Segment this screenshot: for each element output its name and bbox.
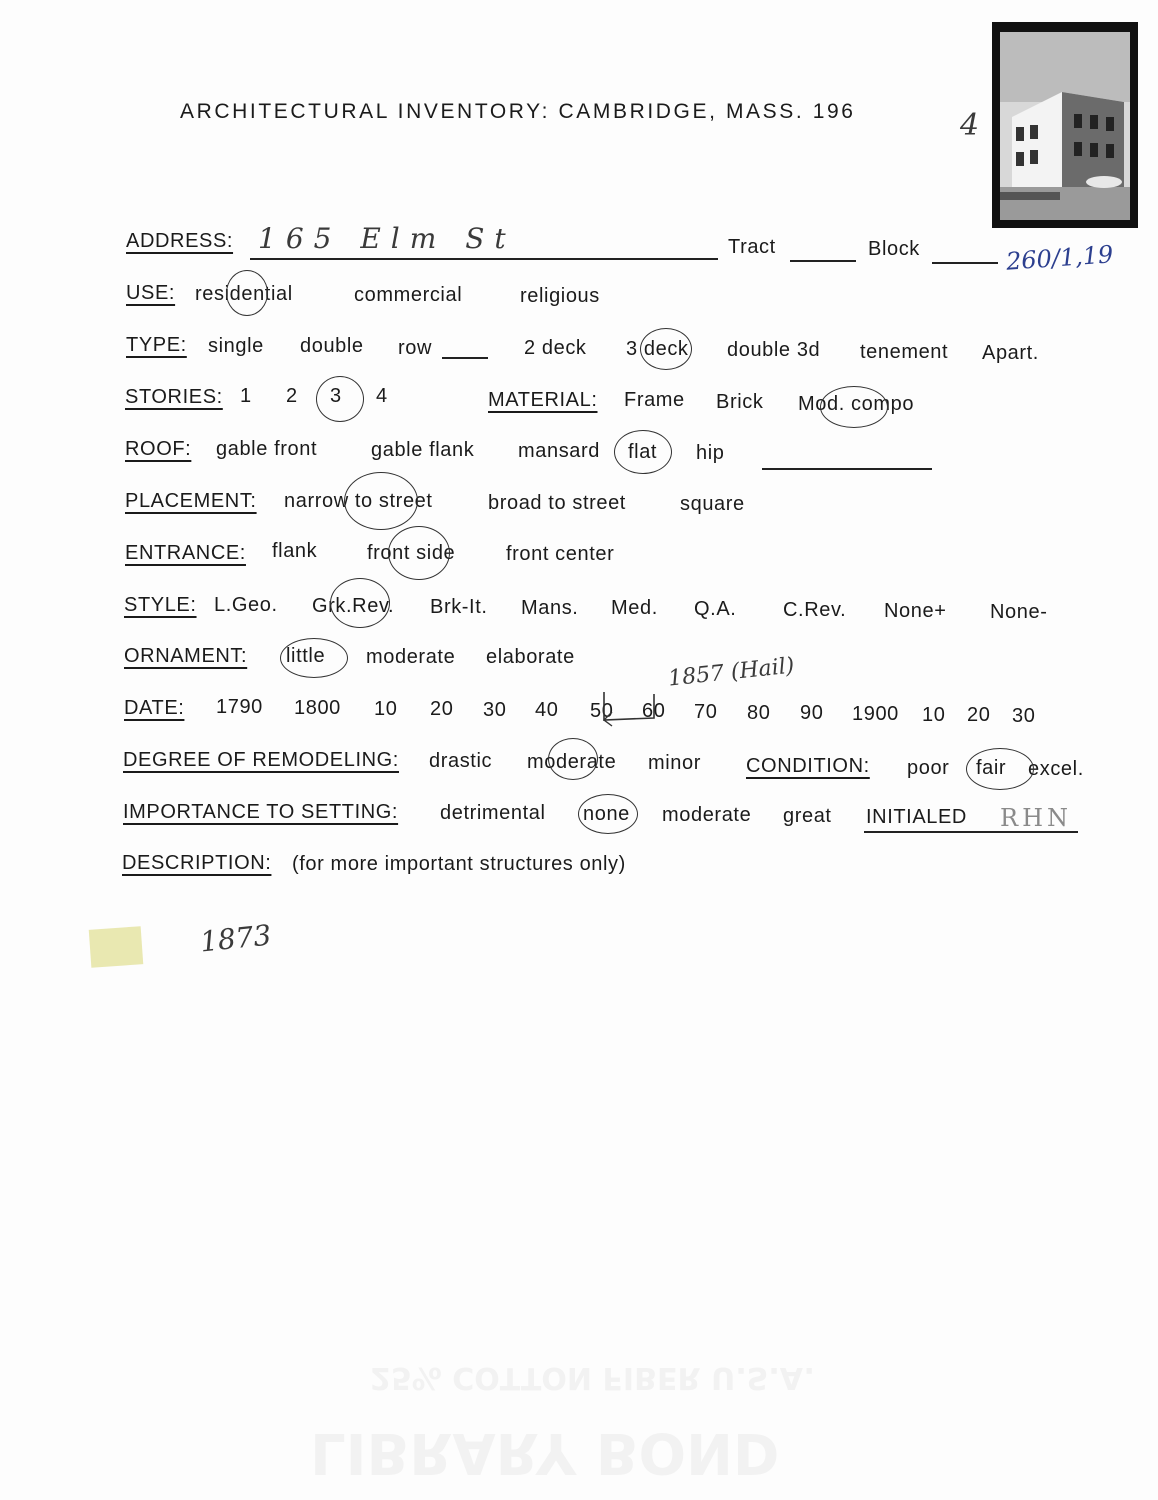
date-label: DATE: [124, 697, 185, 719]
date-option-1920: 20 [967, 704, 991, 726]
date-option-90: 90 [800, 702, 824, 724]
type-option-2-deck: 2 deck [524, 337, 587, 359]
block-line [932, 262, 998, 264]
roof-option-hip: hip [696, 442, 725, 464]
condition-option-excel: excel. [1028, 758, 1084, 780]
remodeling-option-moderate: moderate [527, 751, 617, 773]
roof-option-flat: flat [628, 441, 658, 463]
condition-option-fair: fair [976, 757, 1007, 779]
style-option-mans: Mans. [521, 597, 579, 619]
style-option-med: Med. [611, 597, 658, 619]
date-handwritten-note: 1857 (Hail) [667, 653, 796, 692]
style-option-qa: Q.A. [694, 598, 737, 620]
stories-option-2: 2 [286, 385, 298, 407]
address-line [250, 258, 718, 260]
tract-label: Tract [728, 236, 776, 258]
description-handwritten-year: 1873 [198, 918, 273, 959]
use-option-religious: religious [520, 285, 600, 307]
placement-option-square: square [680, 493, 745, 515]
use-option-residential: residential [195, 283, 293, 305]
style-option-brk-it: Brk-It. [430, 596, 488, 618]
use-selection-circle [226, 270, 268, 316]
type-option-single: single [208, 335, 264, 357]
roof-label: ROOF: [125, 438, 192, 460]
building-photo [992, 22, 1138, 228]
date-option-80: 80 [747, 702, 771, 724]
date-option-1790: 1790 [216, 696, 263, 718]
date-option-10: 10 [374, 698, 398, 720]
material-option-mod-compo: Mod. compo [798, 393, 915, 415]
roof-option-mansard: mansard [518, 440, 601, 462]
date-option-30: 30 [483, 699, 507, 721]
roof-other-blank [762, 468, 932, 470]
importance-option-moderate: moderate [662, 804, 752, 826]
importance-option-detrimental: detrimental [440, 802, 546, 824]
address-value: 165 Elm St [258, 222, 516, 255]
stories-option-3: 3 [330, 385, 342, 407]
date-option-60: 60 [642, 700, 666, 722]
ornament-option-moderate: moderate [366, 646, 456, 668]
entrance-option-front-center: front center [506, 543, 615, 565]
importance-option-great: great [783, 805, 832, 827]
style-option-grk-rev: Grk.Rev. [312, 595, 395, 617]
remodeling-label: DEGREE OF REMODELING: [123, 749, 399, 771]
initialed-value: RHN [1000, 804, 1072, 832]
stories-label: STORIES: [125, 386, 223, 408]
address-label: ADDRESS: [126, 230, 234, 252]
style-option-l-geo: L.Geo. [214, 594, 278, 616]
date-option-70: 70 [694, 701, 718, 723]
importance-selection-circle [578, 794, 638, 834]
material-label: MATERIAL: [488, 389, 598, 411]
stories-selection-circle [316, 376, 364, 422]
style-selection-circle [330, 578, 390, 628]
remodeling-option-minor: minor [648, 752, 702, 774]
date-option-1930: 30 [1012, 705, 1036, 727]
type-option-row: row [398, 337, 433, 359]
block-value: 260/1,19 [1005, 240, 1115, 276]
date-option-40: 40 [535, 699, 559, 721]
type-option-3-deck: 3 deck [626, 338, 689, 360]
condition-label: CONDITION: [746, 755, 870, 777]
type-option-tenement: tenement [860, 341, 949, 363]
entrance-option-flank: flank [272, 540, 318, 562]
use-label: USE: [126, 282, 176, 304]
ornament-option-little: little [286, 645, 326, 667]
entrance-selection-circle [388, 526, 450, 580]
date-option-1910: 10 [922, 704, 946, 726]
date-range-bracket-mark [590, 688, 670, 728]
type-option-double-3d: double 3d [727, 339, 821, 361]
date-option-1900: 1900 [852, 703, 899, 725]
placement-label: PLACEMENT: [125, 490, 257, 512]
importance-label: IMPORTANCE TO SETTING: [123, 801, 399, 823]
style-option-none-plus: None+ [884, 600, 947, 622]
stories-option-1: 1 [240, 385, 252, 407]
entrance-option-front-side: front side [367, 542, 456, 564]
type-option-double: double [300, 335, 364, 357]
condition-selection-circle [966, 748, 1034, 790]
roof-option-gable-front: gable front [216, 438, 318, 460]
remodeling-option-drastic: drastic [429, 750, 493, 772]
ornament-label: ORNAMENT: [124, 645, 248, 667]
date-option-20: 20 [430, 698, 454, 720]
date-option-50: 50 [590, 700, 614, 722]
description-note: (for more important structures only) [292, 853, 626, 875]
material-option-frame: Frame [624, 389, 685, 411]
tract-line [790, 260, 856, 262]
roof-option-gable-flank: gable flank [371, 439, 475, 461]
material-option-brick: Brick [716, 391, 764, 413]
remodeling-selection-circle [548, 738, 598, 780]
entrance-label: ENTRANCE: [125, 542, 246, 564]
condition-option-poor: poor [907, 757, 950, 779]
watermark-line-1: 25% COTTON FIBER U.S.A. [370, 1360, 815, 1395]
description-label: DESCRIPTION: [122, 852, 272, 874]
importance-option-none: none [583, 803, 630, 825]
tape-residue [89, 926, 144, 968]
style-label: STYLE: [124, 594, 197, 616]
placement-option-broad: broad to street [488, 492, 626, 514]
placement-selection-circle [344, 472, 418, 530]
type-selection-circle [640, 328, 692, 370]
style-option-none-minus: None- [990, 601, 1048, 623]
title-year-handwritten: 4 [960, 108, 980, 143]
style-option-c-rev: C.Rev. [783, 599, 847, 621]
ornament-option-elaborate: elaborate [486, 646, 575, 668]
material-selection-circle [820, 386, 888, 428]
type-label: TYPE: [126, 334, 187, 356]
initialed-label: INITIALED [866, 806, 967, 828]
date-option-1800: 1800 [294, 697, 341, 719]
use-option-commercial: commercial [354, 284, 463, 306]
placement-option-narrow: narrow to street [284, 490, 433, 512]
form-title: ARCHITECTURAL INVENTORY: CAMBRIDGE, MASS. 196 [180, 100, 856, 123]
ornament-selection-circle [280, 638, 348, 678]
block-label: Block [868, 238, 920, 260]
type-option-apart: Apart. [982, 342, 1039, 364]
stories-option-4: 4 [376, 385, 388, 407]
roof-selection-circle [614, 430, 672, 474]
watermark-line-2: LIBRARY BOND [310, 1420, 780, 1485]
type-row-blank [442, 357, 488, 359]
